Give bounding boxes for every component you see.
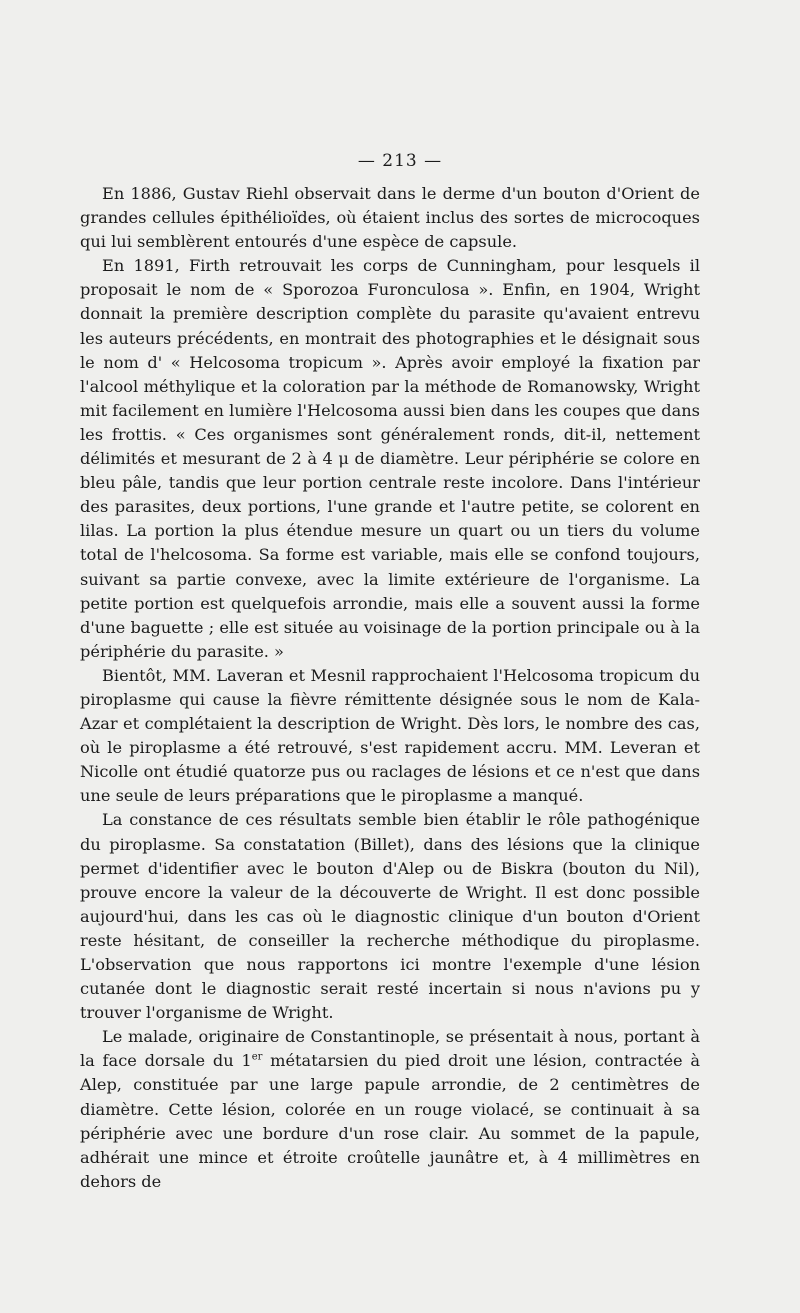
malade-text-end: métatarsien du pied droit une lésion, contractée à Alep, constituée par une large papule arrondie, de 2 centimètres de diamètre. Cette lésion, colorée en un rouge violacé, se continuait à sa périphérie avec une bordure d'un rose clair. Au sommet de la papule, adhérait une mince et étroite croûtelle jaunâtre et, à 4 millimètres en dehors de [80,1051,700,1191]
paragraph-firth-wright: En 1891, Firth retrouvait les corps de Cunningham, pour lesquels il proposait le nom de « Sporozoa Furonculosa ». Enfin, en 1904, Wright donnait la première description complète du parasite qu'avaient entrevu les auteurs précédents, en montrait des photographies et le désignait sous le nom d' « Helcosoma tropicum ». Après avoir employé la fixation par l'alcool méthylique et la coloration par la méthode de Romanowsky, Wright mit facilement en lumière l'Helcosoma aussi bien dans les coupes que dans les frottis. « Ces organismes sont généralement ronds, dit-il, nettement délimités et mesurant de 2 à 4 μ de diamètre. Leur périphérie se colore en bleu pâle, tandis que leur portion centrale reste incolore. Dans l'intérieur des parasites, deux portions, l'une grande et l'autre petite, se colorent en lilas. La portion la plus étendue mesure un quart ou un tiers du volume total de l'helcosoma. Sa forme est variable, mais elle se confond toujours, suivant sa partie convexe, avec la limite extérieure de l'organisme. La petite portion est quelquefois arrondie, mais elle a souvent aussi la forme d'une baguette ; elle est située au voisinage de la portion principale ou à la périphérie du parasite. » [80,256,700,661]
page-number: — 213 — [357,151,443,171]
paragraph-riehl: En 1886, Gustav Riehl observait dans le derme d'un bouton d'Orient de grandes cellules épithélioïdes, où étaient inclus des sortes de microcoques qui lui semblèrent entourés d'une espèce de capsule. [80,184,700,252]
paragraph-laveran-mesnil: Bientôt, MM. Laveran et Mesnil rapprochaient l'Helcosoma tropicum du piroplasme qui cause la fièvre rémittente désignée sous le nom de Kala-Azar et complétaient la description de Wright. Dès lors, le nombre des cas, où le piroplasme a été retrouvé, s'est rapidement accru. MM. Leveran et Nicolle ont étudié quatorze pus ou raclages de lésions et ce n'est que dans une seule de leurs préparations que le piroplasme a manqué. [80,665,700,806]
paragraph-malade [80,1025,700,1194]
body-text [80,182,700,1194]
ordinal-superscript: er [251,1051,263,1063]
paragraph-constance: La constance de ces résultats semble bien établir le rôle pathogénique du piroplasme. Sa constatation (Billet), dans des lésions que la clinique permet d'identifier avec le bouton d'Alep ou de Biskra (bouton du Nil), prouve encore la valeur de la découverte de Wright. Il est donc possible aujourd'hui, dans les cas où le diagnostic clinique d'un bouton d'Orient reste hésitant, de conseiller la recherche méthodique du piroplasme. L'observation que nous rapportons ici montre l'exemple d'une lésion cutanée dont le diagnostic serait resté incertain si nous n'avions pu y trouver l'organisme de Wright. [80,810,700,1023]
malade-text-start: Le malade, originaire de Constantinople, se présentait à nous, portant à la face dorsale du 1 [80,1027,700,1071]
